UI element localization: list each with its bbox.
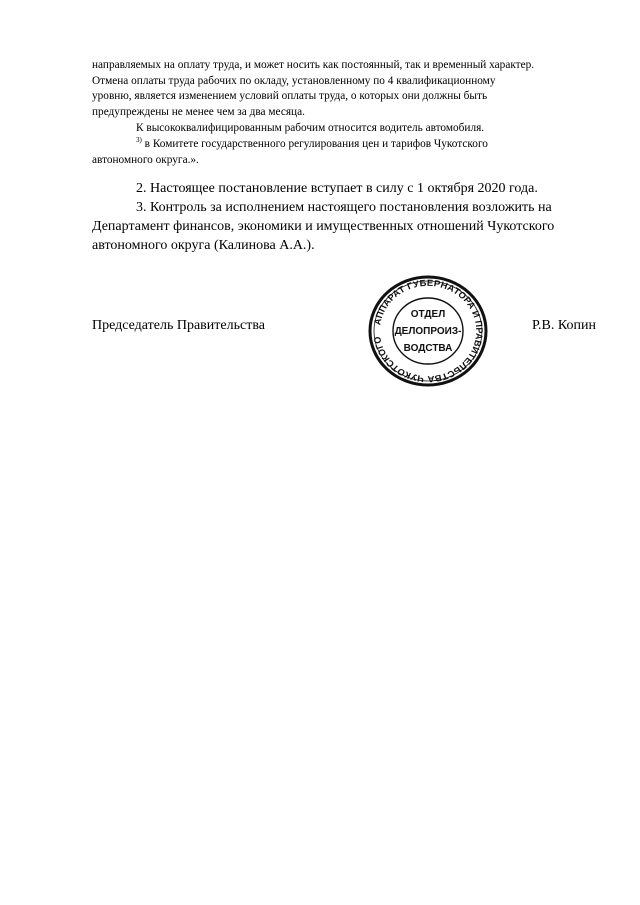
official-stamp [361, 272, 495, 390]
footnote-line [92, 137, 604, 151]
item-3-line: автономного округа (Калинова А.А.). [92, 238, 315, 253]
text-line: направляемых на оплату труда, и может носить как постоянный, так и временный характер. [92, 59, 535, 71]
stamp-ring-text: АППАРАТ ГУБЕРНАТОРА И ПРАВИТЕЛЬСТВА ЧУКОТСКОГО [371, 278, 485, 384]
footnote-marker: 3) [136, 136, 142, 145]
item-3-line: 3. Контроль за исполнением настоящего постановления возложить на [136, 200, 552, 215]
text-line: К высококвалифицированным рабочим относится водитель автомобиля. [136, 122, 485, 134]
footnote-text: в Комитете государственного регулирования цен и тарифов Чукотского [141, 138, 488, 150]
stamp-line-2: ДЕЛОПРОИЗ- [394, 326, 462, 337]
footnote-line: автономного округа.». [92, 154, 199, 166]
text-line: предупреждены не менее чем за два месяца. [92, 106, 305, 118]
text-line: уровню, является изменением условий оплаты труда, о которых они должны быть [92, 90, 488, 102]
text-line: Отмена оплаты труда рабочих по окладу, установленному по 4 квалификационному [92, 75, 496, 87]
signer-position: Председатель Правительства [92, 318, 265, 333]
signer-name: Р.В. Копин [532, 318, 596, 333]
item-2: 2. Настоящее постановление вступает в силу с 1 октября 2020 года. [136, 181, 538, 196]
stamp-line-3: ВОДСТВА [403, 343, 453, 354]
item-3-line: Департамент финансов, экономики и имущественных отношений Чукотского [92, 219, 555, 234]
stamp-line-1: ОТДЕЛ [410, 309, 446, 320]
